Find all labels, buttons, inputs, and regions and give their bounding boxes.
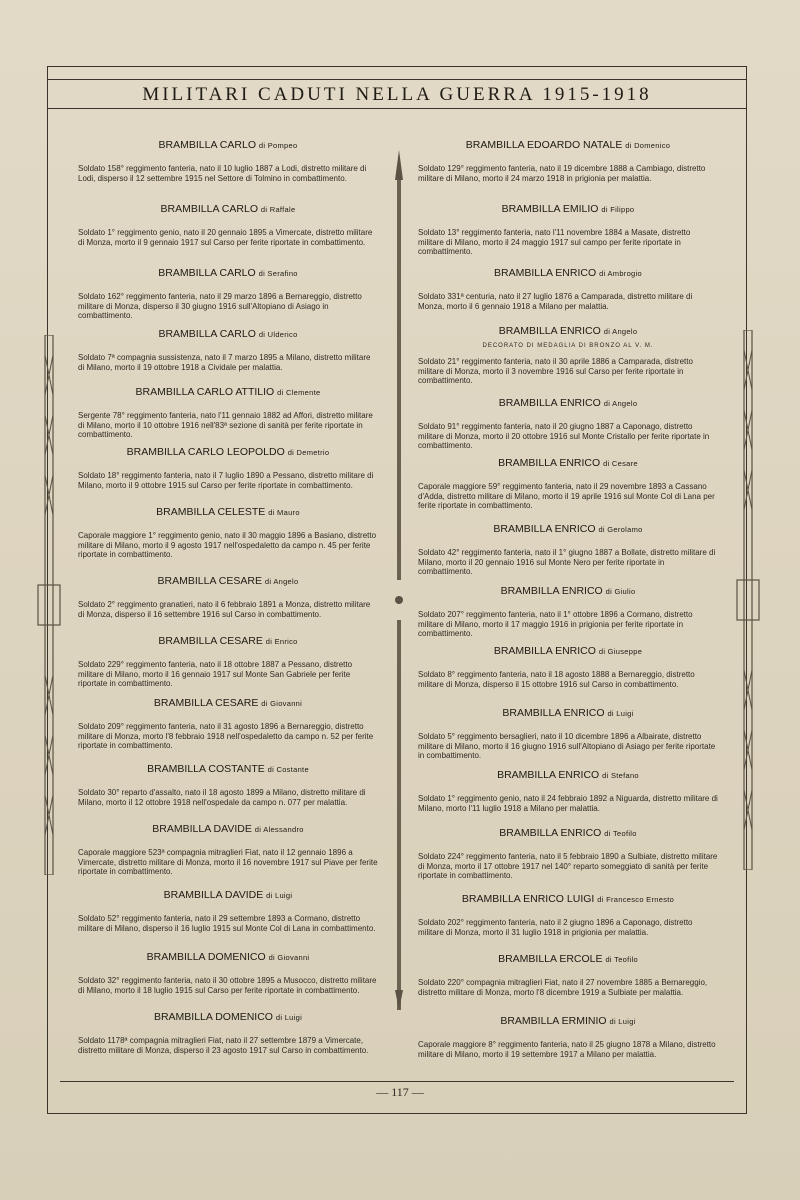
entry-text: Soldato 220° compagnia mitraglieri Fiat, nato il 27 novembre 1885 a Bernareggio, distretto militare di Monza, morto l'8 dicembre 1919 a Sulbiate per malattia.	[418, 978, 708, 997]
list-item	[418, 456, 718, 522]
entry-text: Soldato 224° reggimento fanteria, nato il 5 febbraio 1890 a Sulbiate, distretto militare di Monza, morto il 17 ottobre 1917 nel 140° reparto someggiato di sanità per ferite riportate in combattimento.	[418, 852, 718, 881]
list-item	[78, 1010, 378, 1060]
entry-text: Soldato 162° reggimento fanteria, nato il 29 marzo 1896 a Bernareggio, distretto militare di Monza, disperso il 30 giugno 1916 sull'Altopiano di Asiago in combattimento.	[78, 292, 362, 321]
entry-name: BRAMBILLA DOMENICO di Giovanni	[146, 951, 310, 963]
list-item	[78, 696, 378, 762]
entry-name: BRAMBILLA ENRICO di Angelo	[498, 325, 638, 337]
page-number: — 117 —	[376, 1085, 424, 1099]
entry-text: Caporale maggiore 59° reggimento fanteria, nato il 29 novembre 1893 a Cassano d'Adda, distretto militare di Milano, morto il 19 aprile 1916 sul Monte Col di Lana per ferite riportate in combattimento.	[418, 482, 715, 511]
entry-text: Soldato 8° reggimento fanteria, nato il 18 agosto 1888 a Bernareggio, distretto militare di Monza, disperso il 15 ottobre 1916 sul Carso in combattimento.	[418, 670, 695, 689]
entry-name: BRAMBILLA CELESTE di Mauro	[156, 506, 300, 518]
entry-name: BRAMBILLA ENRICO di Luigi	[502, 707, 634, 719]
list-item	[418, 324, 718, 396]
list-item	[78, 634, 378, 696]
entry-name: BRAMBILLA CARLO di Pompeo	[158, 139, 298, 151]
list-item	[78, 505, 378, 574]
entry-name: BRAMBILLA CARLO di Raffale	[160, 203, 296, 215]
entry-name: BRAMBILLA ENRICO di Ambrogio	[494, 267, 642, 279]
list-item	[418, 266, 718, 324]
list-item	[418, 396, 718, 456]
entry-name: BRAMBILLA ENRICO di Giuseppe	[493, 645, 643, 657]
entry-text: Soldato 1° reggimento genio, nato il 24 febbraio 1892 a Niguarda, distretto militare di Milano, morto l'11 luglio 1918 a Milano per malattia.	[418, 794, 718, 813]
entry-text: Caporale maggiore 8° reggimento fanteria, nato il 25 giugno 1878 a Milano, distretto militare di Milano, morto il 19 settembre 1917 a Milano per malattia.	[418, 1040, 716, 1059]
left-column	[78, 138, 378, 1060]
list-item	[418, 706, 718, 768]
entry-name: BRAMBILLA DOMENICO di Luigi	[153, 1011, 303, 1023]
entry-text: Soldato 42° reggimento fanteria, nato il 1° giugno 1887 a Bollate, distretto militare di Milano, morto il 20 gennaio 1916 sul Monte Nero per ferite riportate in combattimento.	[418, 548, 716, 577]
list-item	[78, 202, 378, 266]
list-item	[78, 574, 378, 634]
entry-name: BRAMBILLA ERCOLE di Teofilo	[498, 953, 638, 965]
entry-name: BRAMBILLA COSTANTE di Costante	[147, 763, 309, 775]
entry-name: BRAMBILLA ENRICO di Stefano	[497, 769, 639, 781]
entry-name: BRAMBILLA CARLO di Ulderico	[158, 328, 298, 340]
entry-name: BRAMBILLA ENRICO di Giulio	[500, 585, 636, 597]
entry-name: BRAMBILLA CARLO ATTILIO di Clemente	[135, 386, 321, 398]
entry-text: Caporale maggiore 1° reggimento genio, nato il 30 maggio 1896 a Basiano, distretto militare di Milano, morto il 9 agosto 1917 nell'ospedaletto da campo n. 45 per ferite riportate in combattimento.	[78, 531, 377, 560]
entry-name: BRAMBILLA CESARE di Enrico	[158, 635, 298, 647]
list-item	[78, 950, 378, 1010]
footer-rule	[60, 1081, 734, 1082]
entry-text: Soldato 209° reggimento fanteria, nato il 31 agosto 1896 a Bernareggio, distretto militare di Monza, morto l'8 febbraio 1918 nell'ospedaletto da campo n. 52 per ferite riportate in combattimento.	[78, 722, 374, 751]
left-fasces-ornament	[36, 335, 62, 875]
list-item	[418, 826, 718, 892]
entry-text: Soldato 7ª compagnia sussistenza, nato il 7 marzo 1895 a Milano, distretto militare di Milano, morto il 19 ottobre 1918 a Cividale per malattia.	[78, 353, 371, 372]
entry-name: BRAMBILLA DAVIDE di Alessandro	[152, 823, 304, 835]
entry-text: Caporale maggiore 523ª compagnia mitraglieri Fiat, nato il 12 gennaio 1896 a Vimercate, distretto militare di Monza, morto il 16 novembre 1917 sul Piave per ferite riportate in combattimento.	[78, 848, 378, 877]
page-title: MILITARI CADUTI NELLA GUERRA 1915-1918	[142, 84, 652, 105]
list-item	[78, 266, 378, 327]
entry-text: Soldato 202° reggimento fanteria, nato il 2 giugno 1896 a Caponago, distretto militare di Monza, morto il 31 luglio 1918 in prigionia per malattia.	[418, 918, 693, 937]
entry-name: BRAMBILLA ENRICO di Cesare	[498, 457, 638, 469]
entry-text: Soldato 1° reggimento genio, nato il 20 gennaio 1895 a Vimercate, distretto militare di Monza, morto il 9 gennaio 1917 sul Carso per ferite riportate in combattimento.	[78, 228, 373, 247]
entry-name: BRAMBILLA ENRICO di Angelo	[498, 397, 638, 409]
list-item	[418, 138, 718, 202]
entry-text: Soldato 21° reggimento fanteria, nato il 30 aprile 1886 a Camparada, distretto militare di Monza, morto il 3 novembre 1916 sul Carso per ferite riportate in combattimento.	[418, 357, 693, 386]
list-item	[78, 762, 378, 822]
entry-name: BRAMBILLA ENRICO LUIGI di Francesco Ernesto	[461, 893, 675, 905]
right-column	[418, 138, 718, 1064]
entry-text: Soldato 207° reggimento fanteria, nato il 1° ottobre 1896 a Cormano, distretto militare di Milano, morto il 17 maggio 1916 in prigionia per ferite riportate in combattimento.	[418, 610, 693, 639]
entry-text: Soldato 229° reggimento fanteria, nato il 18 ottobre 1887 a Pessano, distretto militare di Milano, morto il 16 gennaio 1917 sul Monte San Gabriele per ferite riportate in combattimento.	[78, 660, 353, 689]
list-item	[418, 584, 718, 644]
entry-name: BRAMBILLA CARLO LEOPOLDO di Demetrio	[126, 446, 330, 458]
list-item	[418, 892, 718, 952]
entry-text: Soldato 91° reggimento fanteria, nato il 20 giugno 1887 a Caponago, distretto militare di Monza, morto il 20 ottobre 1916 sul Monte Cristallo per ferite riportate in combattimento.	[418, 422, 710, 451]
entry-text: Soldato 5° reggimento bersaglieri, nato il 10 dicembre 1896 a Albairate, distretto militare di Milano, morto il 16 giugno 1916 sull'Altopiano di Asiago per ferite riportate in combattimento.	[418, 732, 716, 761]
entry-text: Soldato 129° reggimento fanteria, nato il 19 dicembre 1888 a Cambiago, distretto militare di Milano, morto il 24 marzo 1918 in prigionia per malattia.	[418, 164, 706, 183]
entry-text: Sergente 78° reggimento fanteria, nato l'11 gennaio 1882 ad Affori, distretto militare di Milano, morto il 10 ottobre 1916 nell'83ª sezione di sanità per ferite riportate in combattimento.	[78, 411, 373, 440]
list-item	[78, 822, 378, 888]
list-item	[78, 138, 378, 202]
entry-text: Soldato 13° reggimento fanteria, nato l'11 novembre 1884 a Masate, distretto militare di Milano, morto il 24 maggio 1917 sul campo per ferite riportate in combattimento.	[418, 228, 691, 257]
list-item	[78, 888, 378, 950]
list-item	[418, 202, 718, 266]
right-fasces-ornament	[735, 330, 761, 870]
entry-text: Soldato 52° reggimento fanteria, nato il 29 settembre 1893 a Cormano, distretto militare di Milano, disperso il 16 luglio 1915 sul Monte Col di Lana in combattimento.	[78, 914, 376, 933]
list-item	[78, 445, 378, 505]
entry-name: BRAMBILLA ENRICO di Teofilo	[499, 827, 637, 839]
entry-text: Soldato 158° reggimento fanteria, nato il 10 luglio 1887 a Lodi, distretto militare di Lodi, disperso il 12 settembre 1915 nel Settore di Tolmino in combattimento.	[78, 164, 367, 183]
entry-name: BRAMBILLA DAVIDE di Luigi	[163, 889, 293, 901]
entry-name: BRAMBILLA ENRICO di Gerolamo	[493, 523, 643, 535]
list-item	[418, 522, 718, 584]
list-item	[78, 327, 378, 385]
entry-name: BRAMBILLA EDOARDO NATALE di Domenico	[465, 139, 671, 151]
list-item	[418, 1014, 718, 1064]
entry-name: BRAMBILLA CARLO di Serafino	[158, 267, 298, 279]
list-item	[78, 385, 378, 445]
entry-text: Soldato 30° reparto d'assalto, nato il 18 agosto 1899 a Milano, distretto militare di Milano, morto il 12 ottobre 1918 nell'ospedale da campo n. 077 per malattia.	[78, 788, 366, 807]
decoration-note: DECORATO DI MEDAGLIA DI BRONZO AL V. M.	[482, 343, 654, 349]
list-item	[418, 952, 718, 1014]
entry-text: Soldato 331ª centuria, nato il 27 luglio 1876 a Camparada, distretto militare di Monza, morto il 6 gennaio 1918 a Milano per malattia.	[418, 292, 693, 311]
entry-name: BRAMBILLA EMILIO di Filippo	[501, 203, 635, 215]
entry-name: BRAMBILLA CESARE di Angelo	[157, 575, 299, 587]
entry-text: Soldato 2° reggimento granatieri, nato il 6 febbraio 1891 a Monza, distretto militare di Monza, disperso il 16 settembre 1916 sul Carso in combattimento.	[78, 600, 371, 619]
entry-text: Soldato 32° reggimento fanteria, nato il 30 ottobre 1895 a Musocco, distretto militare di Milano, morto il 18 luglio 1915 sul Carso per ferite riportate in combattimento.	[78, 976, 377, 995]
entry-name: BRAMBILLA CESARE di Giovanni	[153, 697, 303, 709]
entry-name: BRAMBILLA ERMINIO di Luigi	[500, 1015, 636, 1027]
list-item	[418, 768, 718, 826]
entry-text: Soldato 18° reggimento fanteria, nato il 7 luglio 1890 a Pessano, distretto militare di Milano, morto il 9 ottobre 1915 sul Carso per ferite riportate in combattimento.	[78, 471, 374, 490]
list-item	[418, 644, 718, 706]
entry-text: Soldato 1178ª compagnia mitraglieri Fiat, nato il 27 settembre 1879 a Vimercate, distretto militare di Monza, disperso il 23 agosto 1917 sul Carso in combattimento.	[78, 1036, 369, 1055]
center-fasces-ornament	[395, 150, 403, 1010]
